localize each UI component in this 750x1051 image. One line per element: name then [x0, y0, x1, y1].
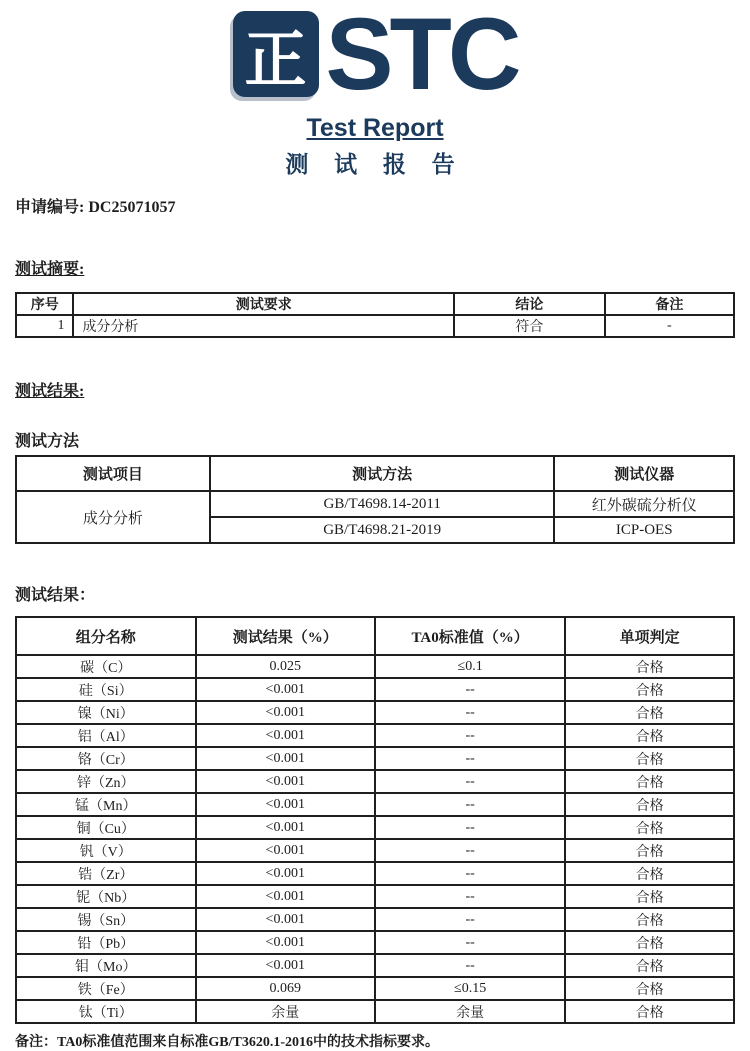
cell-result: <0.001: [196, 931, 376, 954]
col-header-remark: 备注: [605, 293, 734, 315]
cell-component: 铬（Cr）: [16, 747, 196, 770]
result-row: [16, 678, 734, 701]
section-heading-test-method: 测试方法: [15, 433, 80, 450]
cell-component: 镍（Ni）: [16, 701, 196, 724]
result-row: [16, 724, 734, 747]
cell-standard: --: [375, 701, 565, 724]
cell-result: <0.001: [196, 839, 376, 862]
cell-judgement: 合格: [565, 770, 734, 793]
section-heading-test-summary: 测试摘要:: [15, 261, 85, 278]
cell-component: 硅（Si）: [16, 678, 196, 701]
cell-remark: -: [605, 315, 734, 337]
cell-judgement: 合格: [565, 954, 734, 977]
col-header-test-instrument: 测试仪器: [554, 456, 734, 491]
cell-result: <0.001: [196, 954, 376, 977]
cell-result: <0.001: [196, 678, 376, 701]
cell-judgement: 合格: [565, 655, 734, 678]
header-logo: [15, 0, 735, 111]
cell-component: 钼（Mo）: [16, 954, 196, 977]
seal-character: 正: [244, 25, 307, 95]
cell-method: GB/T4698.21-2019: [210, 517, 555, 543]
col-header-test-method: 测试方法: [210, 456, 555, 491]
cell-component: 铁（Fe）: [16, 977, 196, 1000]
footnote-remark: 备注：TA0标准值范围来自标准GB/T3620.1-2016中的技术指标要求。: [15, 1035, 440, 1050]
cell-judgement: 合格: [565, 885, 734, 908]
cell-standard: 余量: [375, 1000, 565, 1023]
cell-result: <0.001: [196, 793, 376, 816]
cell-standard: --: [375, 770, 565, 793]
cell-result: 余量: [196, 1000, 376, 1023]
cell-standard: --: [375, 908, 565, 931]
cell-component: 锆（Zr）: [16, 862, 196, 885]
cell-component: 钒（V）: [16, 839, 196, 862]
col-header-conclusion: 结论: [454, 293, 605, 315]
col-header-component: 组分名称: [16, 617, 196, 655]
result-row: [16, 816, 734, 839]
col-header-seq: 序号: [16, 293, 73, 315]
cell-result: <0.001: [196, 885, 376, 908]
test-summary-table: [15, 292, 735, 338]
cell-standard: --: [375, 816, 565, 839]
table-row: [16, 315, 734, 337]
result-row: [16, 839, 734, 862]
cell-judgement: 合格: [565, 701, 734, 724]
section-heading-test-results-2: 测试结果：: [15, 587, 96, 604]
cell-standard: --: [375, 724, 565, 747]
cell-result: <0.001: [196, 701, 376, 724]
cell-standard: --: [375, 931, 565, 954]
cell-standard: --: [375, 678, 565, 701]
cell-judgement: 合格: [565, 908, 734, 931]
result-row: [16, 885, 734, 908]
result-row: [16, 977, 734, 1000]
cell-result: <0.001: [196, 747, 376, 770]
cell-judgement: 合格: [565, 678, 734, 701]
cell-component: 钛（Ti）: [16, 1000, 196, 1023]
result-row: [16, 1000, 734, 1023]
cell-judgement: 合格: [565, 793, 734, 816]
result-row: [16, 931, 734, 954]
table-row: [16, 491, 734, 517]
col-header-judgement: 单项判定: [565, 617, 734, 655]
cell-method: GB/T4698.14-2011: [210, 491, 555, 517]
cell-component: 铝（Al）: [16, 724, 196, 747]
col-header-test-item: 测试项目: [16, 456, 210, 491]
cell-result: <0.001: [196, 770, 376, 793]
result-row: [16, 655, 734, 678]
cell-judgement: 合格: [565, 724, 734, 747]
cell-standard: --: [375, 793, 565, 816]
application-number-value: DC25071057: [88, 199, 176, 216]
cell-component: 碳（C）: [16, 655, 196, 678]
cell-judgement: 合格: [565, 862, 734, 885]
result-row: [16, 954, 734, 977]
cell-standard: --: [375, 885, 565, 908]
report-title-en: Test Report: [306, 114, 444, 142]
cell-standard: --: [375, 839, 565, 862]
cell-seq: 1: [16, 315, 73, 337]
col-header-requirement: 测试要求: [73, 293, 454, 315]
stc-seal-icon: [233, 11, 319, 97]
cell-component: 锡（Sn）: [16, 908, 196, 931]
col-header-standard: TA0标准值（%）: [375, 617, 565, 655]
cell-test-item: 成分分析: [16, 491, 210, 543]
cell-component: 锌（Zn）: [16, 770, 196, 793]
cell-component: 铌（Nb）: [16, 885, 196, 908]
cell-judgement: 合格: [565, 931, 734, 954]
cell-result: <0.001: [196, 908, 376, 931]
report-title-zh: 测 试 报 告: [285, 152, 465, 177]
cell-conclusion: 符合: [454, 315, 605, 337]
brand-wordmark: STC: [325, 0, 518, 111]
result-row: [16, 908, 734, 931]
cell-component: 铅（Pb）: [16, 931, 196, 954]
cell-standard: --: [375, 954, 565, 977]
cell-judgement: 合格: [565, 816, 734, 839]
result-row: [16, 770, 734, 793]
cell-standard: --: [375, 747, 565, 770]
table-header-row: [16, 456, 734, 491]
cell-result: 0.069: [196, 977, 376, 1000]
cell-judgement: 合格: [565, 747, 734, 770]
section-heading-test-results-1: 测试结果:: [15, 383, 85, 400]
cell-judgement: 合格: [565, 1000, 734, 1023]
cell-judgement: 合格: [565, 839, 734, 862]
result-row: [16, 793, 734, 816]
application-number-line: [15, 194, 735, 217]
cell-result: <0.001: [196, 862, 376, 885]
table-header-row: [16, 293, 734, 315]
test-method-table: [15, 455, 735, 544]
cell-component: 锰（Mn）: [16, 793, 196, 816]
cell-result: 0.025: [196, 655, 376, 678]
cell-result: <0.001: [196, 724, 376, 747]
cell-result: <0.001: [196, 816, 376, 839]
cell-instrument: ICP-OES: [554, 517, 734, 543]
composition-result-table: [15, 616, 735, 1024]
result-row: [16, 747, 734, 770]
cell-standard: ≤0.15: [375, 977, 565, 1000]
result-row: [16, 701, 734, 724]
cell-component: 铜（Cu）: [16, 816, 196, 839]
cell-standard: --: [375, 862, 565, 885]
cell-requirement: 成分分析: [73, 315, 454, 337]
application-number-label: 申请编号:: [15, 199, 85, 216]
cell-standard: ≤0.1: [375, 655, 565, 678]
table-header-row: [16, 617, 734, 655]
cell-instrument: 红外碳硫分析仪: [554, 491, 734, 517]
col-header-result: 测试结果（%）: [196, 617, 376, 655]
result-row: [16, 862, 734, 885]
cell-judgement: 合格: [565, 977, 734, 1000]
